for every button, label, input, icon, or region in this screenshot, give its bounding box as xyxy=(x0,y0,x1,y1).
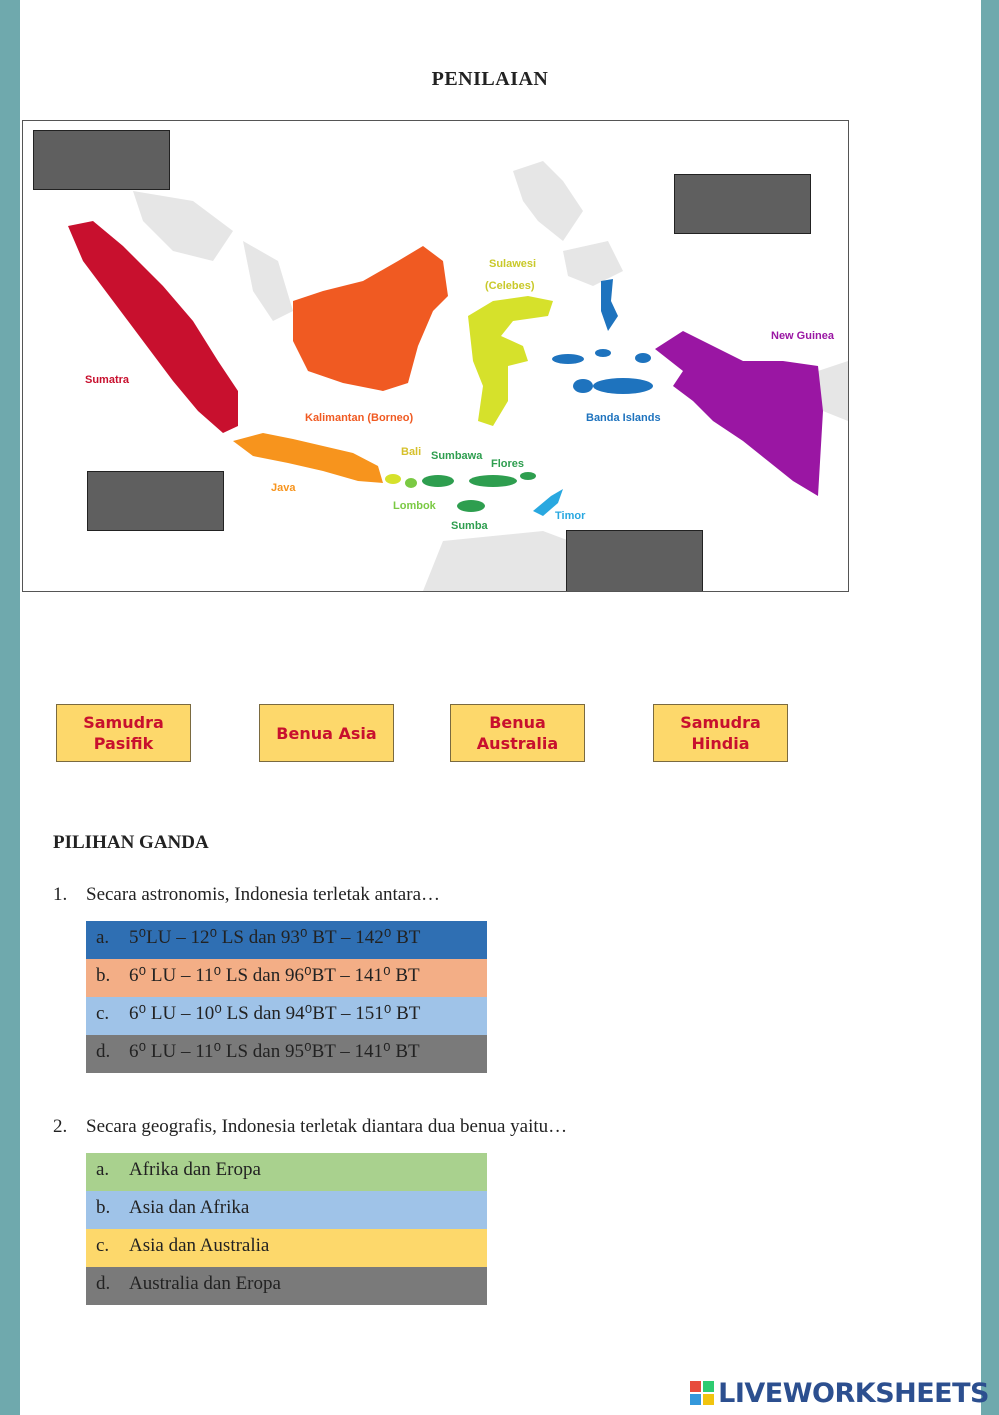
option-text: 5⁰LU – 12⁰ LS dan 93⁰ BT – 142⁰ BT xyxy=(129,927,421,948)
mindanao-shape xyxy=(563,241,623,286)
alor-shape xyxy=(520,472,536,480)
question-text: Secara astronomis, Indonesia terletak antara… xyxy=(86,884,440,905)
option-letter: c. xyxy=(96,1235,110,1256)
option-d[interactable] xyxy=(86,1035,487,1073)
label-sulawesi-2: (Celebes) xyxy=(485,280,535,292)
label-lombok: Lombok xyxy=(393,500,436,512)
label-banda: Banda Islands xyxy=(586,412,661,424)
papua-shape xyxy=(655,331,823,496)
label-sumbawa: Sumbawa xyxy=(431,450,483,462)
question-1-options xyxy=(86,921,487,1073)
lombok-shape xyxy=(405,478,417,488)
maluku-islet3-shape xyxy=(635,353,651,363)
mainland-asia-shape xyxy=(133,191,233,261)
option-text: 6⁰ LU – 11⁰ LS dan 96⁰BT – 141⁰ BT xyxy=(129,965,420,986)
label-new-guinea: New Guinea xyxy=(771,330,834,342)
halmahera-shape xyxy=(601,279,618,331)
label-sumatra: Sumatra xyxy=(85,374,130,386)
option-text: Afrika dan Eropa xyxy=(129,1159,261,1180)
page-title: PENILAIAN xyxy=(431,68,549,90)
indonesia-map xyxy=(22,120,849,592)
dropzone-bottom-right[interactable] xyxy=(566,530,703,592)
logo-icon xyxy=(690,1381,714,1405)
option-text: 6⁰ LU – 11⁰ LS dan 95⁰BT – 141⁰ BT xyxy=(129,1041,420,1062)
option-letter: a. xyxy=(96,927,110,948)
option-letter: d. xyxy=(96,1273,111,1294)
option-text: 6⁰ LU – 10⁰ LS dan 94⁰BT – 151⁰ BT xyxy=(129,1003,421,1024)
question-2-options xyxy=(86,1153,487,1305)
maluku-islet-shape xyxy=(552,354,584,364)
buru-shape xyxy=(573,379,593,393)
worksheet-page xyxy=(20,0,981,1415)
bali-shape xyxy=(385,474,401,484)
question-2 xyxy=(53,1116,567,1138)
kalimantan-shape xyxy=(293,246,448,391)
label-kalimantan: Kalimantan (Borneo) xyxy=(305,412,414,424)
sumba-shape xyxy=(457,500,485,512)
option-a[interactable] xyxy=(86,1153,487,1191)
drag-chip-samudra-pasifik[interactable]: Samudra Pasifik xyxy=(56,704,191,762)
sulawesi-shape xyxy=(468,296,553,426)
java-shape xyxy=(233,433,383,483)
option-letter: a. xyxy=(96,1159,110,1180)
option-text: Asia dan Afrika xyxy=(129,1197,250,1218)
option-a[interactable] xyxy=(86,921,487,959)
option-c[interactable] xyxy=(86,997,487,1035)
drag-chip-benua-australia[interactable]: Benua Australia xyxy=(450,704,585,762)
liveworksheets-logo xyxy=(690,1377,989,1409)
question-text: Secara geografis, Indonesia terletak diantara dua benua yaitu… xyxy=(86,1116,568,1137)
option-c[interactable] xyxy=(86,1229,487,1267)
option-letter: d. xyxy=(96,1041,111,1062)
option-d[interactable] xyxy=(86,1267,487,1305)
label-sulawesi-1: Sulawesi xyxy=(489,258,537,270)
option-b[interactable] xyxy=(86,959,487,997)
dropzone-top-left[interactable] xyxy=(33,130,170,190)
option-letter: c. xyxy=(96,1003,110,1024)
malay-peninsula-shape xyxy=(243,241,293,321)
option-letter: b. xyxy=(96,965,111,986)
label-sumba: Sumba xyxy=(451,520,488,532)
option-text: Australia dan Eropa xyxy=(129,1273,281,1294)
option-letter: b. xyxy=(96,1197,111,1218)
seram-shape xyxy=(593,378,653,394)
label-flores: Flores xyxy=(491,458,525,470)
question-number: 1. xyxy=(53,884,68,905)
question-1 xyxy=(53,884,440,906)
label-timor: Timor xyxy=(555,510,586,522)
flores-shape xyxy=(469,475,517,487)
question-number: 2. xyxy=(53,1116,68,1137)
label-bali: Bali xyxy=(401,446,422,458)
dropzone-bottom-left[interactable] xyxy=(87,471,224,531)
philippines-shape xyxy=(513,161,583,241)
section-title: PILIHAN GANDA xyxy=(53,832,209,853)
option-b[interactable] xyxy=(86,1191,487,1229)
sumbawa-shape xyxy=(422,475,454,487)
dropzone-top-right[interactable] xyxy=(674,174,811,234)
label-java: Java xyxy=(271,482,296,494)
drag-chip-samudra-hindia[interactable]: Samudra Hindia xyxy=(653,704,788,762)
option-text: Asia dan Australia xyxy=(129,1235,270,1256)
maluku-islet2-shape xyxy=(595,349,611,357)
drag-chip-benua-asia[interactable]: Benua Asia xyxy=(259,704,394,762)
logo-text: LIVEWORKSHEETS xyxy=(718,1377,989,1409)
